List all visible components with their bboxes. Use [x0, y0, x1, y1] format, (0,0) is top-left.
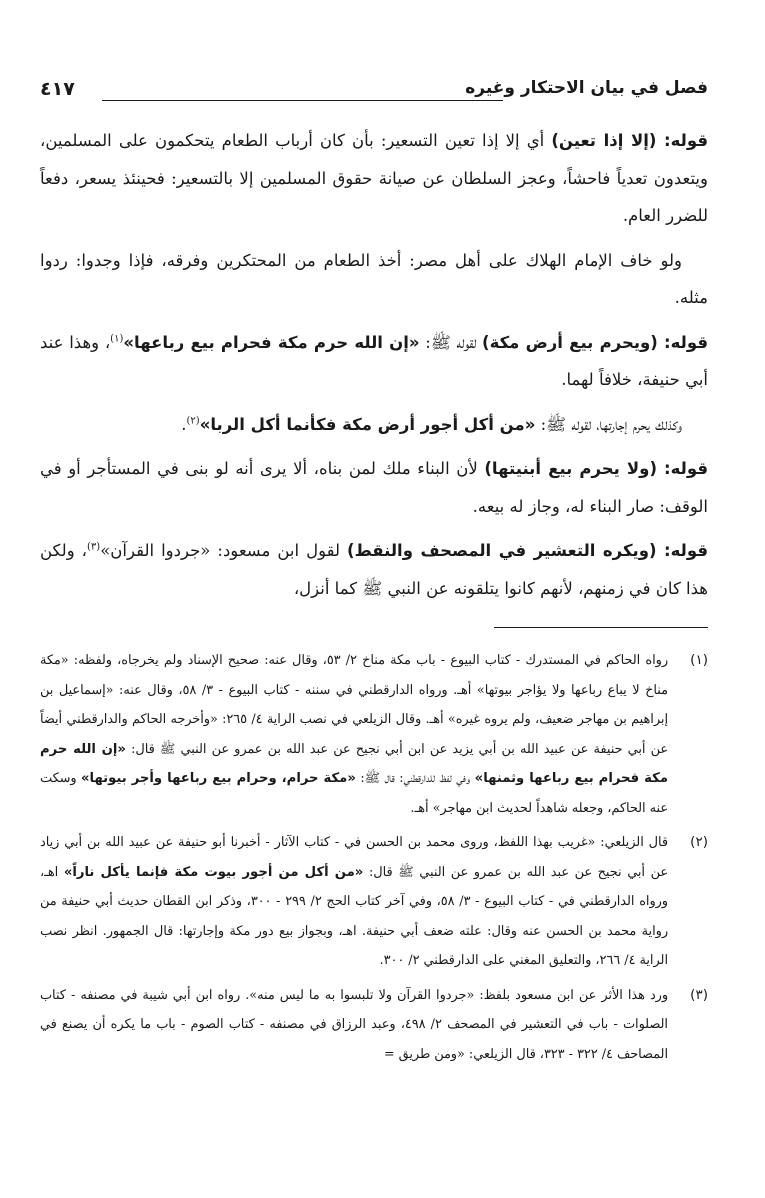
footnote-1	[40, 646, 708, 823]
page-number: ٤١٧	[40, 78, 75, 100]
footnote-number: (٣)	[690, 986, 708, 1003]
footnotes	[40, 646, 708, 1069]
footnote-ref[interactable]: (٣)	[87, 541, 101, 553]
footnote-hadith: «مكة حرام، وحرام بيع رباعها وأجر بيوتها»	[81, 771, 356, 786]
paragraph-text: أي إلا إذا تعين التسعير: بأن كان أرباب الطعام يتحكمون على المسلمين، ويتعدون تعدياً فاحشاً، وعجز السلطان عن صيانة حقوق المسلمين إلا بالتسعير: فحينئذ يسعر، دفعاً للضرر العام.	[40, 131, 708, 225]
footnote-text-part: اهـ، ورواه الدارقطني في - كتاب البيوع - ٣/ ٥٨، وفي آخر كتاب الحج ٢/ ٢٩٩ - ٣٠٠، وذكر ابن القطان حديث أبي حنيفة من رواية محمد بن الحسن عنه وقال: علته ضعف أبي حنيفة. اهـ، وبجواز بيع دور مكة وإجارتها: قال الجمهور. انظر نصب الراية ٤/ ٢٦٦، والتعليق المغني على الدارقطني ٢/ ٣٠٠.	[40, 864, 668, 968]
footnote-hadith: «من أكل من أجور بيوت مكة فإنما يأكل ناراً»	[63, 864, 364, 880]
chapter-title: فصل في بيان الاحتكار وغيره	[465, 78, 708, 98]
footnote-2	[40, 828, 708, 976]
paragraph-1	[40, 122, 708, 235]
header-rule	[102, 100, 503, 101]
footnote-text-part: وسكت عنه الحاكم، وجعله شاهداً لحديث ابن مهاجر» أهـ.	[40, 771, 668, 816]
paragraph-2: ولو خاف الإمام الهلاك على أهل مصر: أخذ الطعام من المحتكرين وفرقه، فإذا وجدوا: ردوا مثله.	[40, 250, 708, 307]
paragraph-5	[40, 450, 708, 525]
footnote-text-part: ورد هذا الأثر عن ابن مسعود بلفظ: «جردوا القرآن ولا تلبسوا به ما ليس منه». رواه ابن أبي شيبة في مصنفه - كتاب الصلوات - باب في التعشير في المصحف ٢/ ٤٩٨، وعبد الرزاق في مصنفه - كتاب الصوم - باب ما يكره أن يصنع في المصاحف ٤/ ٣٢٢ - ٣٢٣، قال الزيلعي: «ومن طريق =	[40, 987, 668, 1062]
footnote-hadith: «إن الله حرم مكة فحرام بيع رباعها وثمنها»	[40, 741, 668, 786]
running-header	[40, 78, 708, 112]
paragraph-text: ، ولكن هذا كان في زمنهم، لأنهم كانوا يتلقونه عن النبي ﷺ كما أنزل،	[40, 541, 708, 598]
paragraph-text: ، وهذا عند أبي حنيفة، خلافاً لهما.	[40, 332, 708, 389]
footnote-text	[40, 981, 668, 1070]
footnote-text	[40, 646, 668, 823]
main-text	[40, 122, 708, 607]
book-page	[40, 78, 708, 1074]
paragraph-4	[40, 406, 708, 444]
paragraph-3	[40, 324, 708, 399]
hadith-quote: «من أكل أجور أرض مكة فكأنما أكل الربا»	[199, 414, 536, 434]
paragraph-text: لقول ابن مسعود: «جردوا القرآن»	[100, 541, 348, 560]
footnote-number: (١)	[690, 652, 708, 668]
keyword: قوله: (ويحرم بيع أرض مكة)	[482, 332, 709, 352]
footnote-number: (٢)	[690, 834, 708, 850]
footnote-text-part: قال الزيلعي: «غريب بهذا اللفظ، وروى محمد بن الحسن في - كتاب الآثار - أخبرنا أبو حنيفة عن عبيد الله بن أبي زياد عن أبي نجيح عن عبد الله بن عمرو عن النبي ﷺ قال:	[40, 835, 668, 880]
hadith-quote: «إن الله حرم مكة فحرام بيع رباعها»	[123, 332, 420, 352]
keyword: قوله: (ولا يحرم بيع أبنيتها)	[484, 459, 709, 478]
footnote-text-part: وفي لفظ للدارقطني: قال ﷺ:	[355, 771, 475, 786]
paragraph-text: لأن البناء ملك لمن بناه، ألا يرى أنه لو بنى في المستأجر أو في الوقف: صار البناء له، وجاز له بيعه.	[40, 459, 708, 516]
footnote-text	[40, 828, 668, 976]
paragraph-text: وكذلك يحرم إجارتها، لقوله ﷺ:	[535, 414, 682, 434]
keyword: قوله: (ويكره التعشير في المصحف والنقط)	[347, 541, 708, 560]
paragraph-6	[40, 532, 708, 607]
footnote-ref[interactable]: (٢)	[186, 415, 200, 426]
footnote-ref[interactable]: (١)	[110, 333, 124, 344]
footnote-separator	[494, 627, 708, 628]
footnote-text-part: رواه الحاكم في المستدرك - كتاب البيوع - باب مكة مناخ ٢/ ٥٣، وقال عنه: صحيح الإسناد ولم يخرجاه، ولفظه: «مكة مناخ لا يباع رباعها ولا يؤاجر بيوتها» أهـ. ورواه الدارقطني في سننه - كتاب البيوع - ٣/ ٥٨، وقال عنه: «إسماعيل بن إبراهيم بن مهاجر ضعيف، ولم يروه غيره» أهـ. وقال الزيلعي في نصب الراية ٤/ ٢٦٥: «وأخرجه الحاكم والدارقطني أيضاً عن أبي حنيفة عن عبيد الله بن أبي يزيد عن ابن أبي نجيح عن عبد الله بن عمرو عن النبي ﷺ قال:	[40, 653, 669, 757]
paragraph-text: .	[181, 414, 187, 434]
footnote-3	[40, 981, 708, 1070]
keyword: قوله: (إلا إذا تعين)	[551, 131, 708, 150]
paragraph-text: لقوله ﷺ:	[419, 332, 483, 352]
